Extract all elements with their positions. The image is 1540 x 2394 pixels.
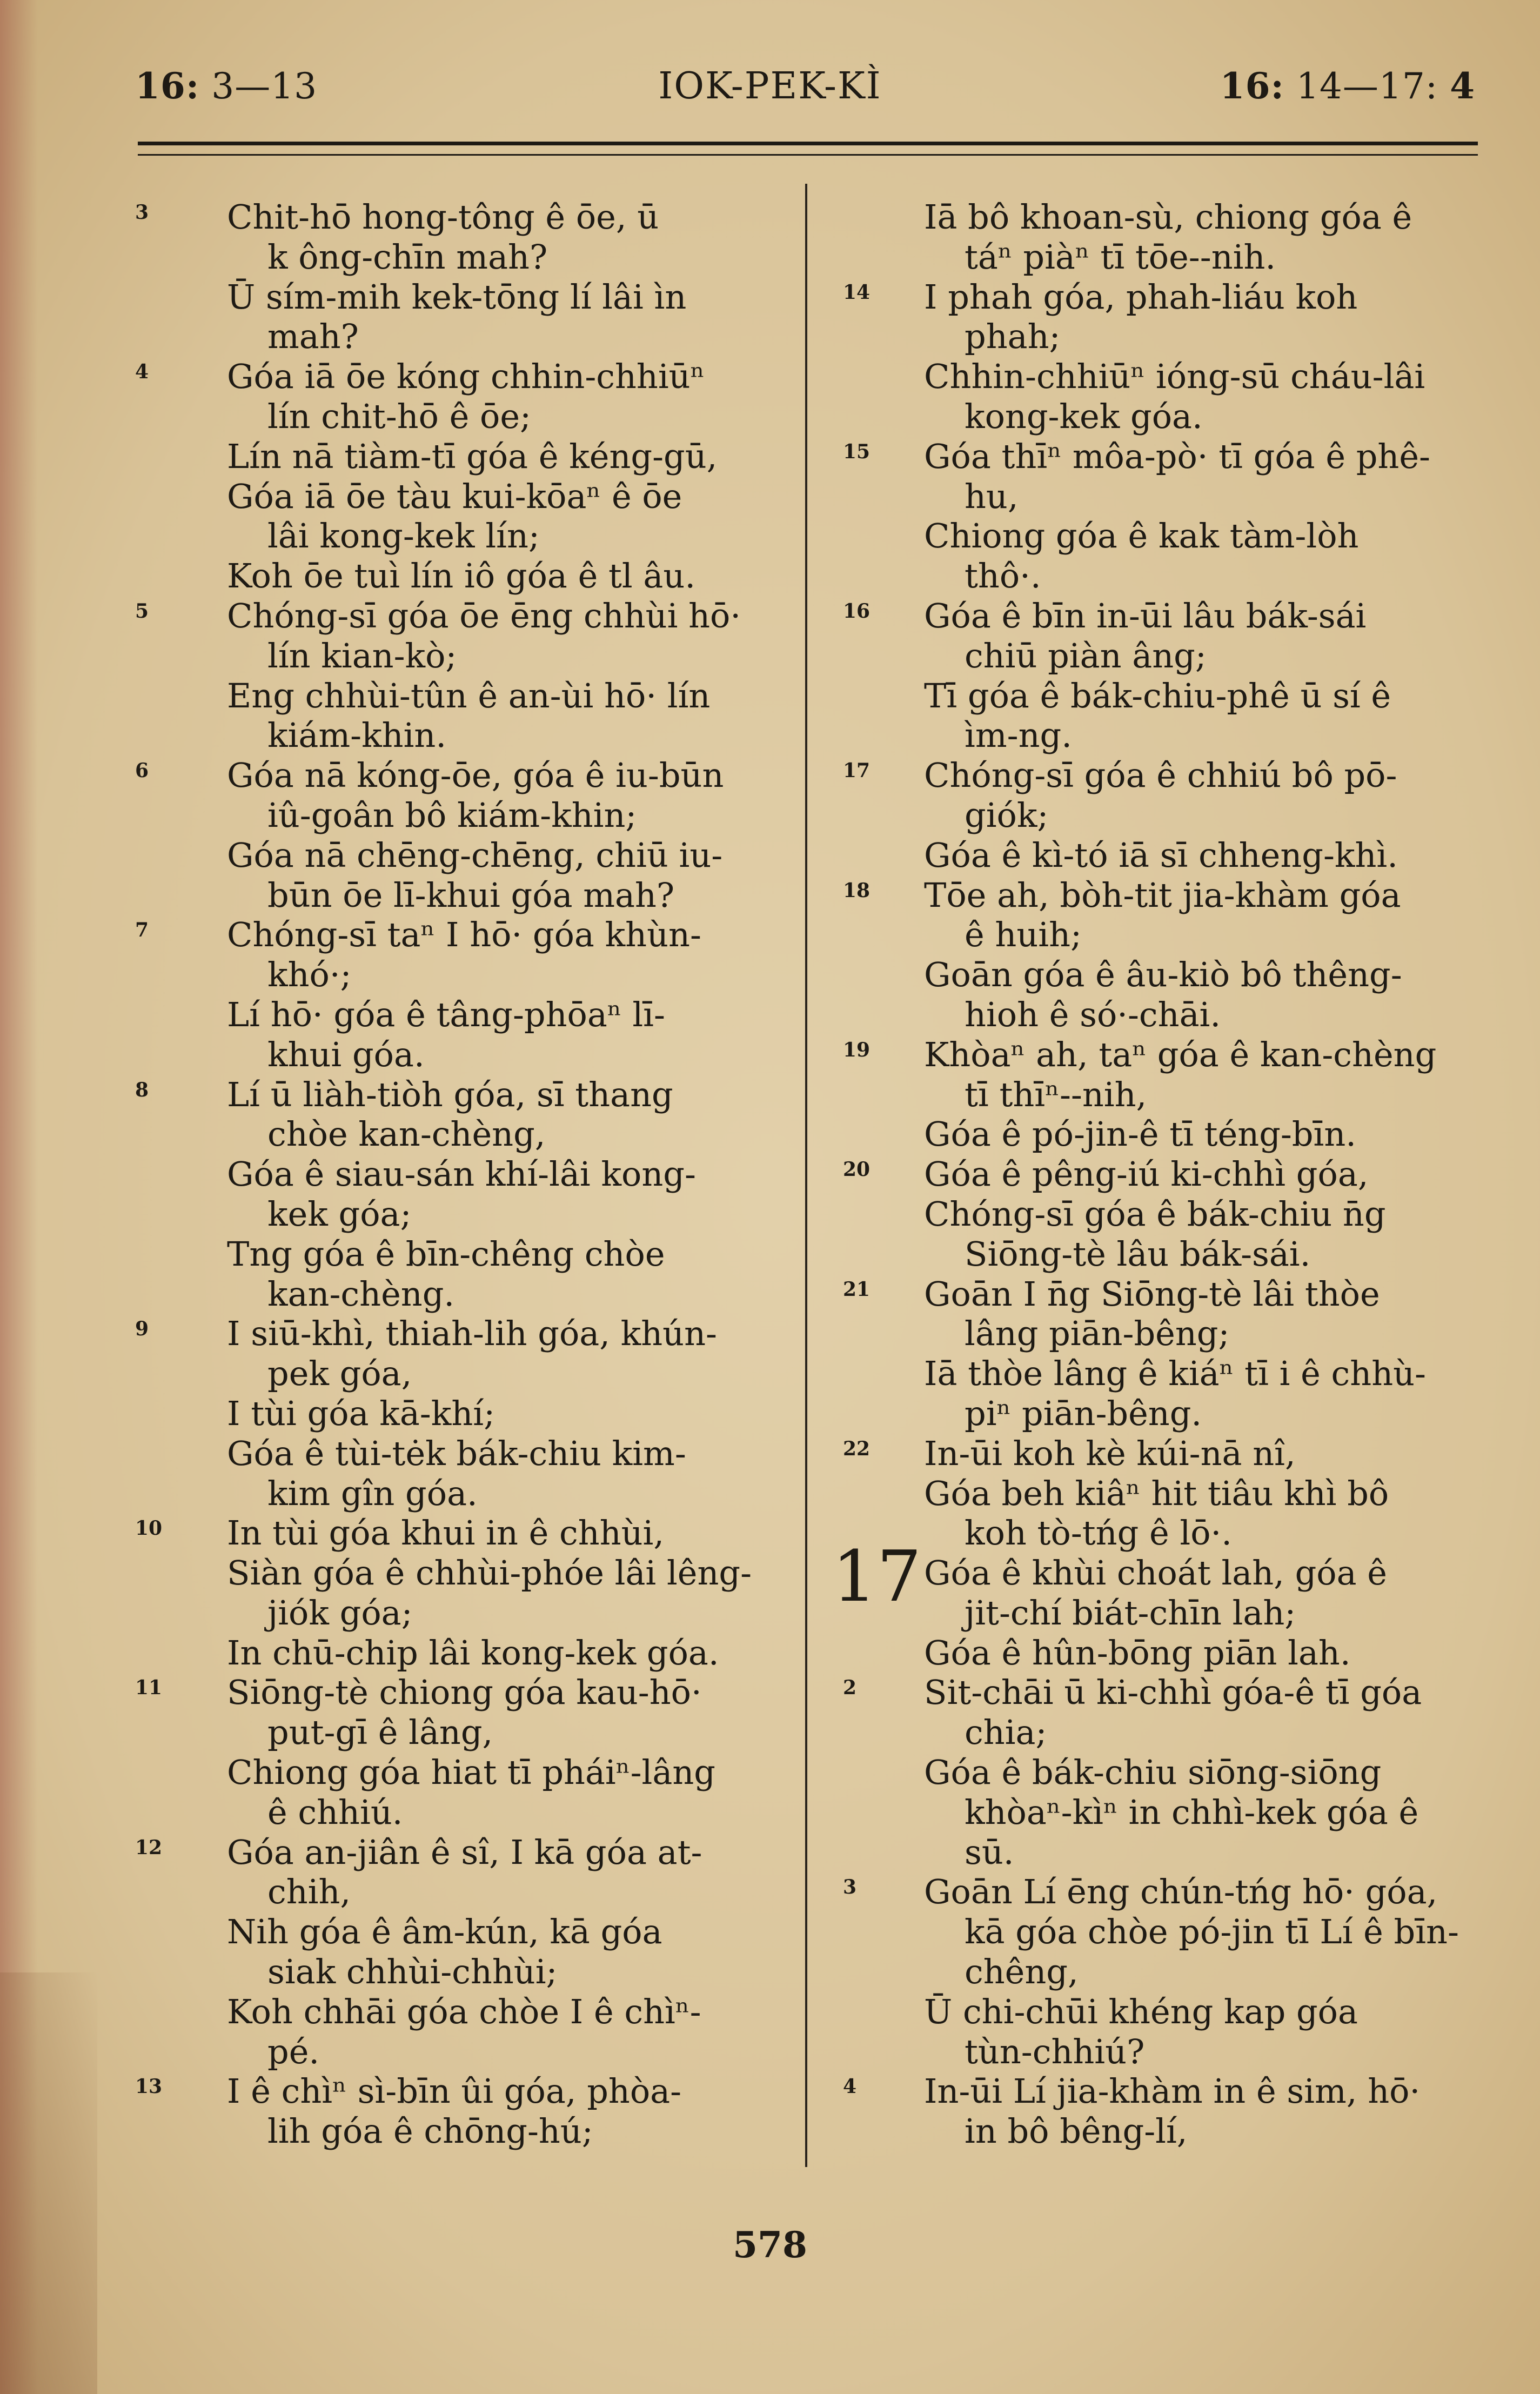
verse-line [832, 1114, 1497, 1154]
verse-text: I phah góa, phah-liáu koh [924, 277, 1358, 317]
verse-text: Siōng-tè lâu bák-sái. [965, 1234, 1311, 1274]
verse-number: 20 [843, 1158, 871, 1181]
left-text-column [124, 197, 794, 2151]
verse-text: Ū chi-chūi khéng kap góa [924, 1991, 1358, 2031]
verse-number: 2 [843, 1676, 857, 1700]
verse-line [832, 197, 1497, 237]
verse-line [124, 1593, 794, 1633]
verse-text: Tī góa ê bák-chiu-phê ū sí ê [924, 676, 1391, 715]
running-header [0, 65, 1540, 124]
verse-line [124, 1314, 794, 1354]
verse-number: 9 [135, 1318, 149, 1341]
verse-line [124, 1673, 794, 1713]
verse-text: chia; [965, 1713, 1047, 1753]
verse-line [832, 1434, 1497, 1474]
verse-line [832, 516, 1497, 556]
verse-text: kong-kek góa. [965, 396, 1203, 436]
verse-text: táⁿ piàⁿ tī tōe--nih. [965, 237, 1276, 277]
verse-text: Sit-chāi ū ki-chhì góa-ê tī góa [924, 1673, 1422, 1713]
verse-line [832, 1154, 1497, 1194]
verse-text: lín kian-kò; [267, 636, 457, 676]
verse-text: Iā thòe lâng ê kiáⁿ tī i ê chhù- [924, 1354, 1427, 1394]
verse-line [832, 1912, 1497, 1952]
verse-line [124, 1434, 794, 1474]
book-title: IOK-PEK-KÌ [658, 65, 882, 108]
verse-text: kek góa; [267, 1194, 412, 1234]
verse-text: Góa ê siau-sán khí-lâi kong- [227, 1154, 696, 1194]
verse-number: 18 [843, 879, 871, 902]
verse-text: chòe kan-chèng, [267, 1114, 546, 1154]
verse-line [124, 1753, 794, 1793]
verse-line [832, 915, 1497, 955]
verse-text: khui góa. [267, 1034, 425, 1074]
verse-line [832, 2071, 1497, 2111]
verse-number: 11 [135, 1676, 163, 1700]
verse-text: Lín nā tiàm-tī góa ê kéng-gū, [227, 436, 718, 476]
verse-line [832, 1354, 1497, 1394]
chapter-number: 17 [832, 1535, 922, 1618]
verse-number: 10 [135, 1517, 163, 1540]
header-right-reference [1220, 65, 1475, 107]
verse-text: Chóng-sī góa ōe ēng chhùi hō· [227, 596, 741, 636]
verse-number: 16 [843, 599, 871, 623]
verse-number: 4 [135, 360, 149, 384]
verse-line [832, 237, 1497, 277]
right-text-column [832, 197, 1497, 2151]
verse-text: pé. [267, 2031, 320, 2071]
verse-line [124, 755, 794, 795]
verse-line [832, 596, 1497, 636]
header-right-end: 4 [1450, 65, 1475, 107]
verse-line [124, 1394, 794, 1434]
verse-text: lâng piān-bêng; [965, 1314, 1230, 1354]
verse-text: In tùi góa khui in ê chhùi, [227, 1513, 665, 1553]
verse-text: Góa beh kiâⁿ hit tiâu khì bô [924, 1473, 1389, 1513]
verse-text: khòaⁿ-kìⁿ in chhì-kek góa ê [965, 1792, 1419, 1832]
verse-line [124, 1154, 794, 1194]
verse-text: I siū-khì, thiah-lih góa, khún- [227, 1314, 717, 1354]
verse-text: Koh ōe tuì lín iô góa ê tl âu. [227, 556, 696, 596]
verse-text: Chóng-sī góa ê chhiú bô pō- [924, 755, 1397, 795]
verse-text: kiám-khin. [267, 715, 447, 755]
verse-line [124, 1234, 794, 1274]
verse-number: 15 [843, 440, 871, 463]
verse-line [832, 1992, 1497, 2032]
verse-number: 7 [135, 919, 149, 942]
verse-line [124, 1194, 794, 1234]
verse-text: jit-chí biát-chīn lah; [965, 1593, 1296, 1633]
verse-line [124, 197, 794, 237]
verse-line [124, 516, 794, 556]
verse-line [124, 1992, 794, 2032]
verse-line [124, 875, 794, 915]
verse-text: In-ūi koh kè kúi-nā nî, [924, 1433, 1296, 1473]
verse-line [124, 1513, 794, 1553]
verse-line [832, 397, 1497, 437]
verse-text: Góa thīⁿ môa-pò· tī góa ê phê- [924, 436, 1430, 476]
verse-number: 21 [843, 1278, 871, 1301]
verse-text: Góa nā chēng-chēng, chiū iu- [227, 835, 723, 875]
verse-number: 6 [135, 759, 149, 783]
verse-text: chiū piàn âng; [965, 636, 1207, 676]
verse-text: Góa iā ōe tàu kui-kōaⁿ ê ōe [227, 476, 682, 516]
verse-text: Eng chhùi-tûn ê an-ùi hō· lín [227, 676, 711, 715]
verse-line [832, 835, 1497, 875]
verse-text: Chhin-chhiūⁿ ióng-sū cháu-lâi [924, 357, 1425, 397]
verse-line [124, 2111, 794, 2151]
header-right-range: 14—17: [1296, 65, 1438, 107]
verse-line [832, 676, 1497, 716]
verse-text: koh tò-tńg ê lō·. [965, 1513, 1232, 1553]
verse-text: tùn-chhiú? [965, 2031, 1145, 2071]
verse-text: Góa nā kóng-ōe, góa ê iu-būn [227, 755, 724, 795]
verse-number: 8 [135, 1078, 149, 1101]
verse-text: Khòaⁿ ah, taⁿ góa ê kan-chèng [924, 1034, 1437, 1074]
verse-text: I ê chìⁿ sì-bīn ûi góa, phòa- [227, 2071, 682, 2111]
verse-line [124, 277, 794, 317]
verse-text: Ū sím-mih kek-tōng lí lâi ìn [227, 277, 687, 317]
verse-line [124, 1912, 794, 1952]
page-number: 578 [733, 2224, 807, 2266]
verse-text: put-gī ê lâng, [267, 1713, 493, 1753]
verse-text: Siōng-tè chiong góa kau-hō· [227, 1673, 702, 1713]
verse-number: 3 [135, 201, 149, 224]
verse-line [124, 1833, 794, 1873]
verse-text: tī thīⁿ--nih, [965, 1074, 1147, 1114]
verse-line [124, 676, 794, 716]
verse-text: iû-goân bô kiám-khin; [267, 795, 637, 835]
verse-text: Lí ū liàh-tiòh góa, sī thang [227, 1074, 673, 1114]
verse-line [832, 795, 1497, 835]
verse-line [124, 237, 794, 277]
verse-line [832, 556, 1497, 596]
verse-line [832, 1833, 1497, 1873]
verse-text: In chū-chip lâi kong-kek góa. [227, 1633, 719, 1673]
verse-number: 5 [135, 599, 149, 623]
verse-text: Iā bô khoan-sù, chiong góa ê [924, 197, 1412, 237]
verse-line [832, 755, 1497, 795]
verse-text: Chit-hō hong-tông ê ōe, ū [227, 197, 659, 237]
verse-line [124, 437, 794, 477]
verse-line [832, 1075, 1497, 1115]
header-rule-thin [138, 154, 1478, 156]
verse-text: lâi kong-kek lín; [267, 516, 540, 556]
verse-line [124, 915, 794, 955]
verse-line [832, 1194, 1497, 1234]
verse-line [124, 1872, 794, 1912]
verse-text: lih góa ê chōng-hú; [267, 2111, 593, 2151]
verse-text: Góa ê tùi-tėk bák-chiu kim- [227, 1433, 686, 1473]
verse-text: Chóng-sī taⁿ I hō· góa khùn- [227, 915, 701, 955]
verse-text: in bô bêng-lí, [965, 2111, 1188, 2151]
verse-line [832, 1474, 1497, 1514]
verse-text: sū. [965, 1832, 1014, 1872]
verse-line [832, 437, 1497, 477]
verse-text: ìm-ng. [965, 715, 1072, 755]
verse-line [124, 1114, 794, 1154]
verse-line [832, 277, 1497, 317]
verse-line [124, 1035, 794, 1075]
verse-text: hu, [965, 476, 1019, 516]
verse-line [832, 1952, 1497, 1992]
header-right-chapter: 16: [1220, 65, 1284, 107]
verse-text: ê chhiú. [267, 1792, 403, 1832]
verse-line [124, 955, 794, 995]
verse-text: Góa iā ōe kóng chhin-chhiūⁿ [227, 357, 705, 397]
verse-line [124, 1713, 794, 1753]
verse-text: Chiong góa ê kak tàm-lòh [924, 516, 1359, 556]
verse-text: mah? [267, 317, 359, 357]
verse-text: Góa ê pó-jin-ê tī téng-bīn. [924, 1114, 1357, 1154]
verse-text: Koh chhāi góa chòe I ê chìⁿ- [227, 1991, 701, 2031]
verse-line [832, 1593, 1497, 1633]
verse-text: Goān góa ê âu-kiò bô thêng- [924, 955, 1402, 995]
verse-text: jiók góa; [267, 1593, 413, 1633]
verse-line [832, 1673, 1497, 1713]
verse-text: Tōe ah, bòh-tit jia-khàm góa [924, 875, 1401, 915]
verse-line [832, 2032, 1497, 2072]
corner-wear [0, 1972, 97, 2394]
verse-line [832, 875, 1497, 915]
verse-line [832, 317, 1497, 357]
verse-line [124, 795, 794, 835]
verse-text: I tùi góa kā-khí; [227, 1393, 495, 1433]
verse-line [832, 636, 1497, 676]
verse-line [124, 357, 794, 397]
verse-text: Góa ê bák-chiu siōng-siōng [924, 1753, 1382, 1793]
verse-text: Nih góa ê âm-kún, kā góa [227, 1912, 662, 1952]
verse-number: 19 [843, 1038, 871, 1061]
verse-line [124, 1633, 794, 1673]
verse-line [832, 2111, 1497, 2151]
verse-text: Góa ê bīn in-ūi lâu bák-sái [924, 596, 1367, 636]
verse-text: kan-chèng. [267, 1274, 455, 1314]
verse-text: Tng góa ê bīn-chêng chòe [227, 1234, 665, 1274]
verse-line [124, 1553, 794, 1593]
verse-line [124, 1474, 794, 1514]
verse-number: 3 [843, 1876, 857, 1899]
verse-line [832, 1234, 1497, 1274]
verse-line [832, 357, 1497, 397]
verse-line [124, 477, 794, 517]
verse-line [124, 397, 794, 437]
verse-text: phah; [965, 317, 1061, 357]
verse-text: hioh ê só·-chāi. [965, 994, 1221, 1034]
header-left-chapter: 16: [135, 65, 200, 107]
verse-number: 17 [843, 759, 871, 783]
verse-line [832, 1872, 1497, 1912]
verse-line [832, 1274, 1497, 1314]
verse-line [124, 1793, 794, 1833]
verse-text: Chóng-sī góa ê bák-chiu n̄g [924, 1194, 1386, 1234]
verse-number: 22 [843, 1437, 871, 1460]
verse-text: pek góa, [267, 1354, 412, 1394]
verse-text: ê huih; [965, 915, 1082, 955]
header-rule-thick [138, 142, 1478, 145]
verse-line [832, 1633, 1497, 1673]
verse-text: siak chhùi-chhùi; [267, 1952, 558, 1992]
verse-line [124, 995, 794, 1035]
edge-stain [0, 0, 38, 2394]
verse-text: Siàn góa ê chhùi-phóe lâi lêng- [227, 1553, 752, 1593]
verse-text: chih, [267, 1872, 351, 1912]
verse-line [832, 1753, 1497, 1793]
verse-text: Lí hō· góa ê tâng-phōaⁿ lī- [227, 994, 665, 1034]
verse-text: piⁿ piān-bêng. [965, 1393, 1202, 1433]
verse-line [832, 1394, 1497, 1434]
verse-line [832, 477, 1497, 517]
verse-text: būn ōe lī-khui góa mah? [267, 875, 675, 915]
verse-text: kim gîn góa. [267, 1473, 478, 1513]
verse-text: khó·; [267, 955, 352, 995]
verse-text: lín chit-hō ê ōe; [267, 396, 531, 436]
verse-line [124, 317, 794, 357]
verse-text: Góa ê hûn-bōng piān lah. [924, 1633, 1351, 1673]
verse-line [832, 715, 1497, 755]
verse-text: giók; [965, 795, 1049, 835]
verse-text: kā góa chòe pó-jin tī Lí ê bīn- [965, 1912, 1459, 1952]
verse-line [124, 835, 794, 875]
verse-text: thô·. [965, 556, 1041, 596]
verse-line [124, 2071, 794, 2111]
verse-number: 14 [843, 280, 871, 304]
verse-line [124, 2032, 794, 2072]
verse-text: Chiong góa hiat tī pháiⁿ-lâng [227, 1753, 715, 1793]
verse-number: 13 [135, 2075, 163, 2098]
verse-line [124, 1274, 794, 1314]
verse-line [124, 715, 794, 755]
verse-line [124, 1075, 794, 1115]
column-divider [805, 184, 807, 2167]
header-left-verses: 3—13 [211, 65, 318, 107]
verse-line [832, 995, 1497, 1035]
verse-text: Góa an-jiân ê sî, I kā góa at- [227, 1832, 702, 1872]
verse-text: chêng, [965, 1952, 1079, 1992]
verse-number: 12 [135, 1836, 163, 1859]
verse-text: k ông-chīn mah? [267, 237, 548, 277]
verse-line [124, 1952, 794, 1992]
verse-number: 4 [843, 2075, 857, 2098]
verse-text: Goān Lí ēng chún-tńg hō· góa, [924, 1872, 1438, 1912]
verse-line [832, 1793, 1497, 1833]
verse-line [832, 1713, 1497, 1753]
verse-line [832, 1314, 1497, 1354]
verse-text: Góa ê kì-tó iā sī chheng-khì. [924, 835, 1398, 875]
verse-line [832, 1035, 1497, 1075]
verse-text: Góa ê khùi choát lah, góa ê [924, 1553, 1387, 1593]
verse-line [832, 1513, 1497, 1553]
verse-line [124, 556, 794, 596]
verse-line [124, 636, 794, 676]
verse-line [832, 955, 1497, 995]
verse-text: In-ūi Lí jia-khàm in ê sim, hō· [924, 2071, 1421, 2111]
verse-text: Goān I n̄g Siōng-tè lâi thòe [924, 1274, 1380, 1314]
verse-text: Góa ê pêng-iú ki-chhì góa, [924, 1154, 1369, 1194]
verse-line [124, 1354, 794, 1394]
verse-line [124, 596, 794, 636]
